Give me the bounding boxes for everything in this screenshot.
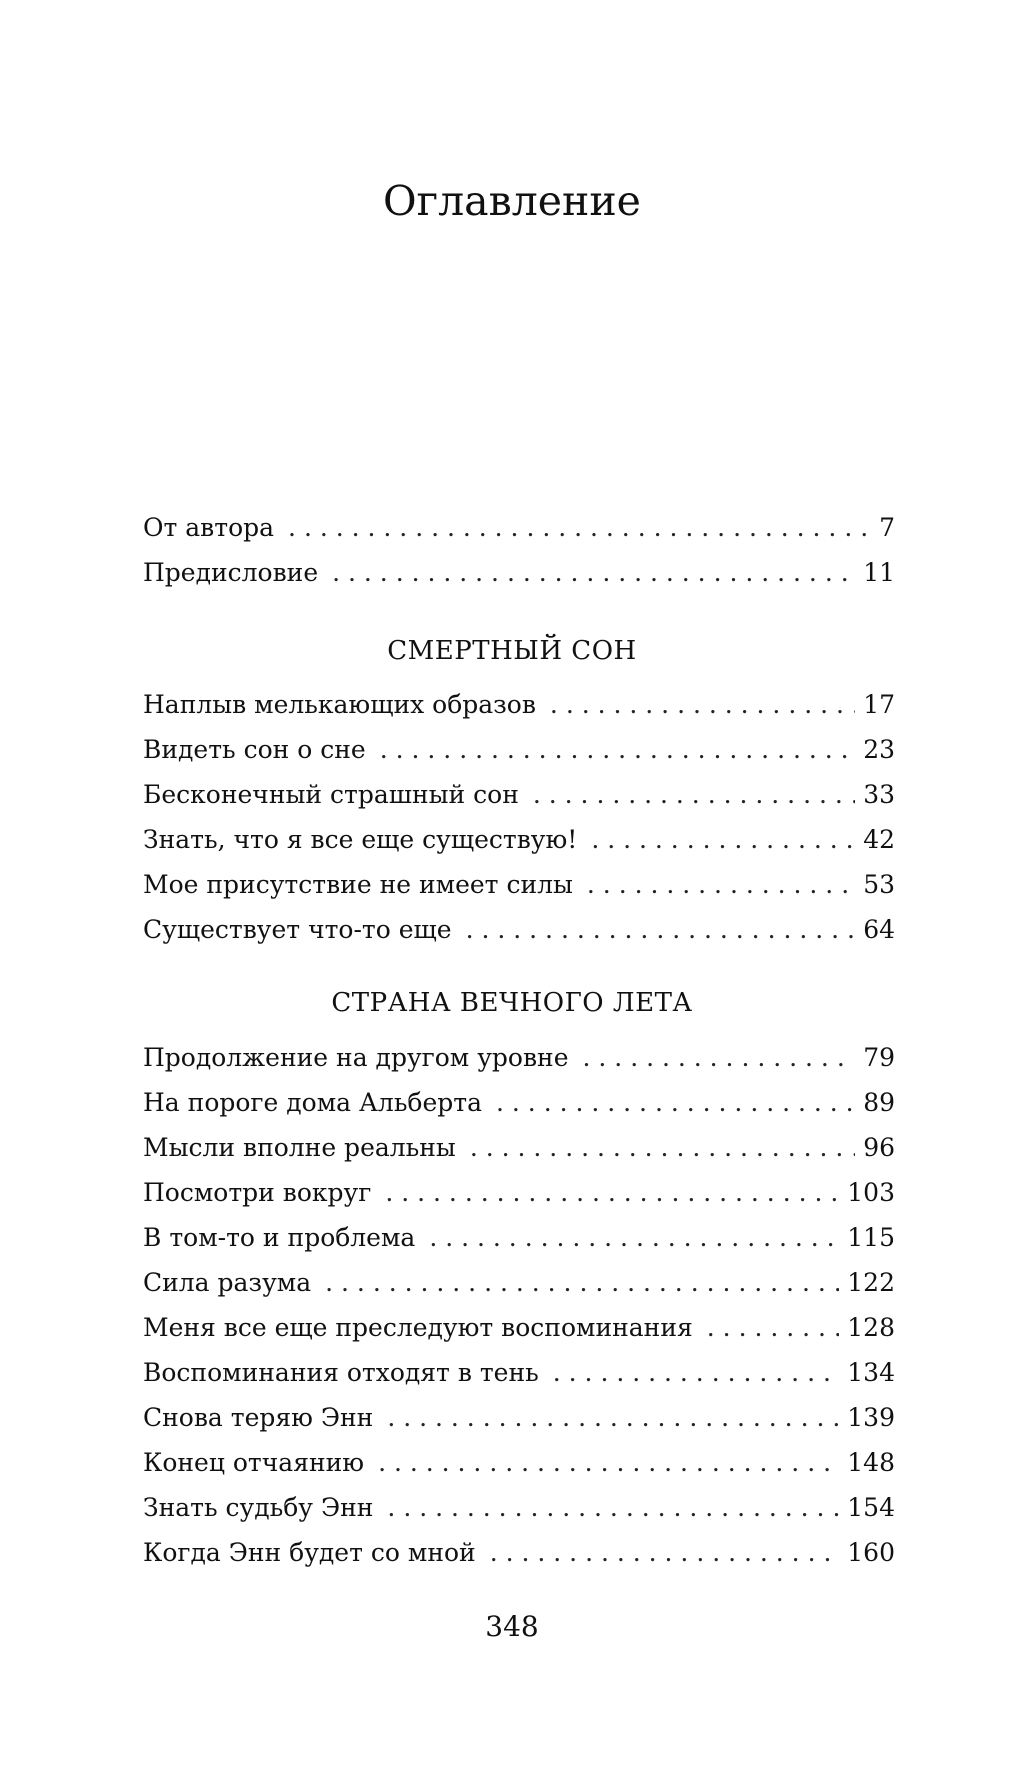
leader-dots xyxy=(387,1395,839,1440)
toc-entry-page: 139 xyxy=(847,1403,895,1432)
leader-dots xyxy=(553,1350,840,1395)
toc-entry-page: 96 xyxy=(863,1133,895,1162)
toc-entry-page: 7 xyxy=(879,513,895,542)
leader-dots xyxy=(429,1215,839,1260)
toc-entry-title: От автора xyxy=(143,513,275,542)
toc-entry[interactable] xyxy=(143,907,895,952)
toc-entry-page: 160 xyxy=(847,1538,895,1567)
toc-entry-title: Сила разума xyxy=(143,1268,312,1297)
leader-dots xyxy=(387,1485,839,1530)
toc-entry-title: Меня все еще преследуют воспоминания xyxy=(143,1313,693,1342)
toc-entry-title: Видеть сон о сне xyxy=(143,735,366,764)
toc-entry-title: Наплыв мелькающих образов xyxy=(143,690,536,719)
leader-dots xyxy=(332,550,855,595)
toc-entry[interactable] xyxy=(143,772,895,817)
toc-entry-page: 154 xyxy=(847,1493,895,1522)
toc-entry-title: Знать судьбу Энн xyxy=(143,1493,374,1522)
page-title: Оглавление xyxy=(383,177,641,226)
leader-dots xyxy=(583,1035,856,1080)
toc-entry[interactable] xyxy=(143,1305,895,1350)
toc-entry[interactable] xyxy=(143,1125,895,1170)
toc-entry[interactable] xyxy=(143,727,895,772)
page-number: 348 xyxy=(485,1610,539,1643)
section-heading: СТРАНА ВЕЧНОГО ЛЕТА xyxy=(331,988,693,1018)
toc-entry-title: Посмотри вокруг xyxy=(143,1178,372,1207)
toc-entry-title: Снова теряю Энн xyxy=(143,1403,374,1432)
toc-entry[interactable] xyxy=(143,1170,895,1215)
toc-entry[interactable] xyxy=(143,505,895,550)
leader-dots xyxy=(490,1530,840,1575)
toc-entry[interactable] xyxy=(143,1035,895,1080)
toc-entry[interactable] xyxy=(143,682,895,727)
toc-entry[interactable] xyxy=(143,1215,895,1260)
leader-dots xyxy=(707,1305,840,1350)
toc-entry-page: 42 xyxy=(863,825,895,854)
leader-dots xyxy=(385,1170,839,1215)
leader-dots xyxy=(378,1440,839,1485)
toc-entry-page: 148 xyxy=(847,1448,895,1477)
leader-dots xyxy=(288,505,871,550)
toc-front-matter xyxy=(143,505,895,595)
toc-entry[interactable] xyxy=(143,1395,895,1440)
section-heading: СМЕРТНЫЙ СОН xyxy=(387,636,637,666)
toc-entry-page: 11 xyxy=(863,558,895,587)
toc-entry[interactable] xyxy=(143,817,895,862)
toc-entry-page: 103 xyxy=(847,1178,895,1207)
leader-dots xyxy=(380,727,855,772)
toc-entry-page: 23 xyxy=(863,735,895,764)
leader-dots xyxy=(470,1125,855,1170)
toc-entry-page: 53 xyxy=(863,870,895,899)
leader-dots xyxy=(496,1080,855,1125)
toc-entry-title: Продолжение на другом уровне xyxy=(143,1043,569,1072)
leader-dots xyxy=(533,772,855,817)
toc-entry-title: Существует что-то еще xyxy=(143,915,452,944)
toc-entry[interactable] xyxy=(143,1260,895,1305)
toc-entry[interactable] xyxy=(143,550,895,595)
toc-entry-title: На пороге дома Альберта xyxy=(143,1088,483,1117)
toc-entry-page: 89 xyxy=(863,1088,895,1117)
toc-entry-page: 17 xyxy=(863,690,895,719)
toc-entry-page: 122 xyxy=(847,1268,895,1297)
toc-entry-page: 33 xyxy=(863,780,895,809)
toc-entry-page: 64 xyxy=(863,915,895,944)
leader-dots xyxy=(550,682,855,727)
toc-entry-title: Бесконечный страшный сон xyxy=(143,780,519,809)
toc-entry-title: В том-то и проблема xyxy=(143,1223,416,1252)
toc-entry-page: 115 xyxy=(847,1223,895,1252)
toc-entry-title: Предисловие xyxy=(143,558,319,587)
toc-entry[interactable] xyxy=(143,862,895,907)
toc-entry-title: Мое присутствие не имеет силы xyxy=(143,870,573,899)
toc-entry-page: 134 xyxy=(847,1358,895,1387)
toc-entry[interactable] xyxy=(143,1530,895,1575)
toc-entry[interactable] xyxy=(143,1440,895,1485)
leader-dots xyxy=(466,907,856,952)
toc-entry-title: Воспоминания отходят в тень xyxy=(143,1358,539,1387)
toc-entry-title: Знать, что я все еще существую! xyxy=(143,825,578,854)
toc-entry-title: Мысли вполне реальны xyxy=(143,1133,456,1162)
toc-entry-title: Когда Энн будет со мной xyxy=(143,1538,476,1567)
toc-entry-page: 128 xyxy=(847,1313,895,1342)
toc-entry-title: Конец отчаянию xyxy=(143,1448,365,1477)
toc-entry[interactable] xyxy=(143,1485,895,1530)
leader-dots xyxy=(325,1260,839,1305)
leader-dots xyxy=(587,862,855,907)
leader-dots xyxy=(591,817,855,862)
toc-section-2 xyxy=(143,1035,895,1575)
toc-section-1 xyxy=(143,682,895,952)
toc-entry-page: 79 xyxy=(863,1043,895,1072)
toc-entry[interactable] xyxy=(143,1080,895,1125)
toc-entry[interactable] xyxy=(143,1350,895,1395)
